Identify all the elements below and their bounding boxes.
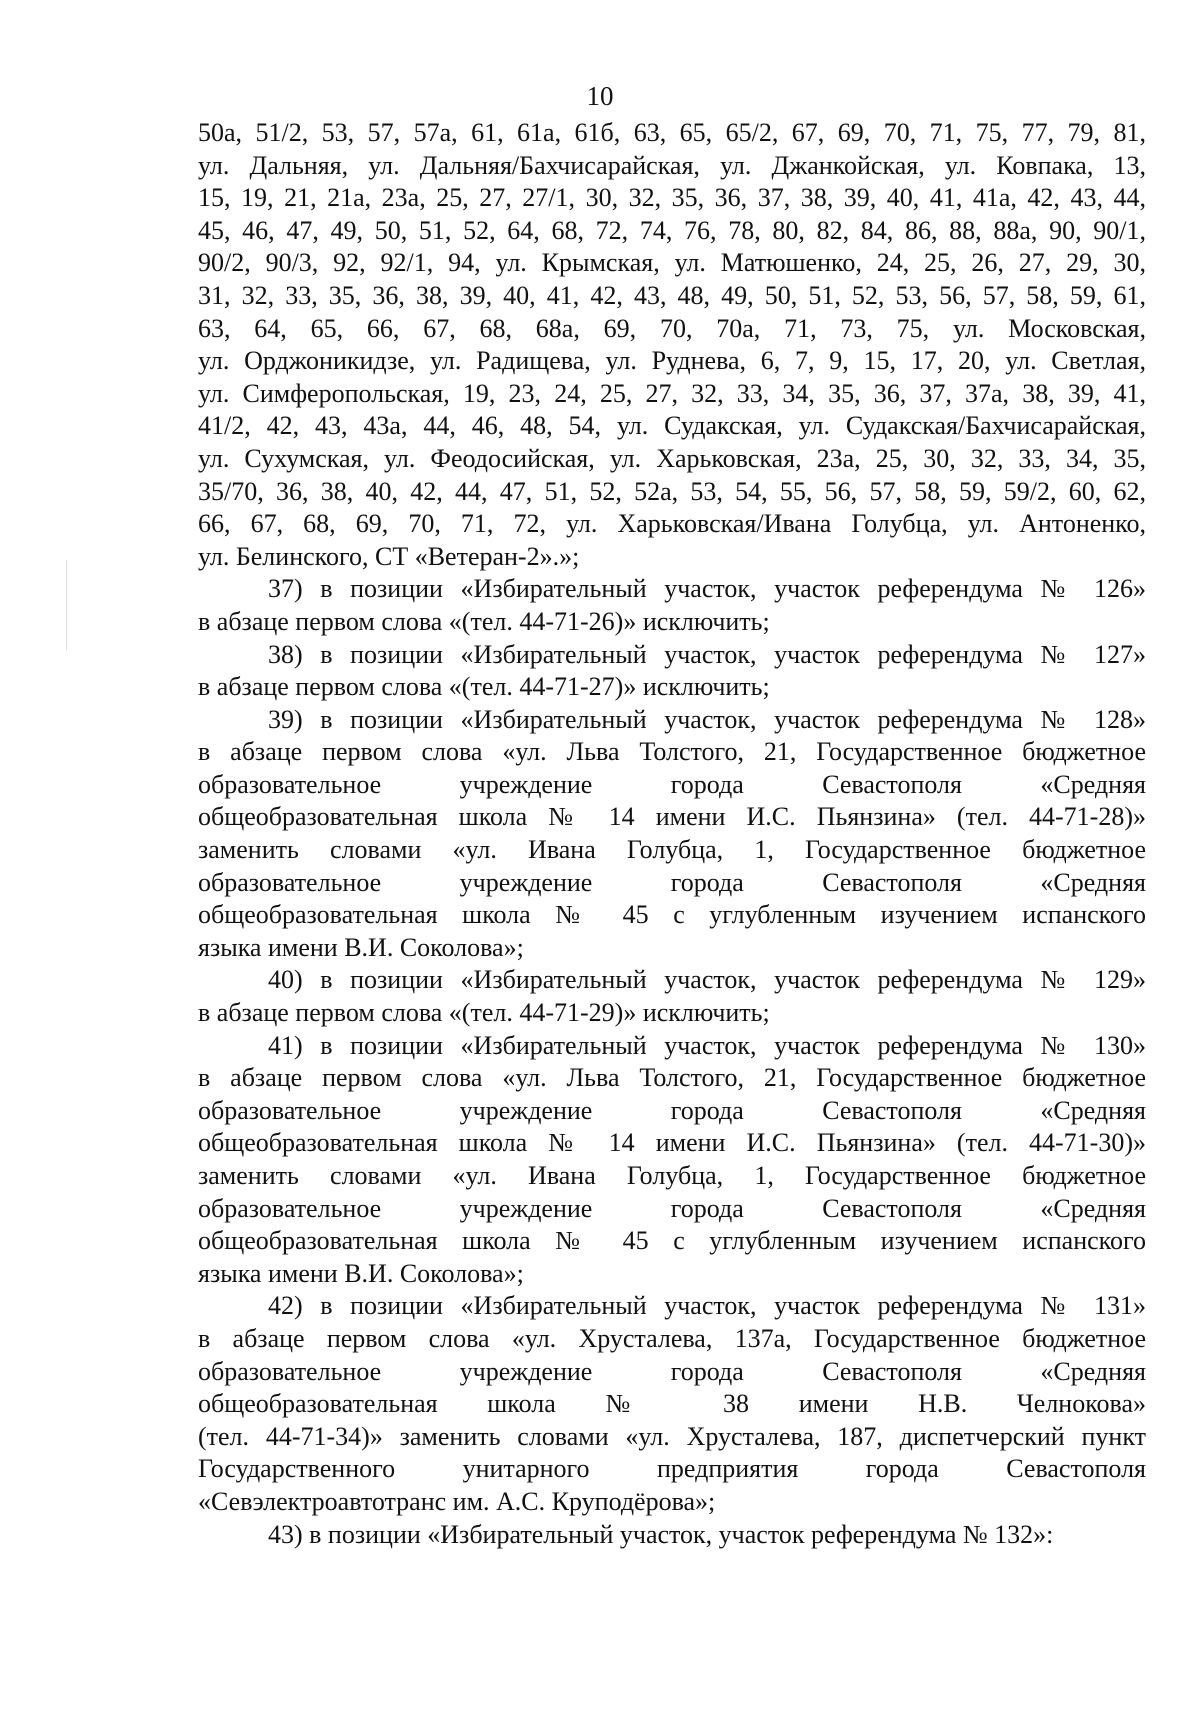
text-line: общеобразовательная школа № 45 с углубленным изучением испанского <box>198 900 1146 930</box>
text-line: 43) в позиции «Избирательный участок, участок референдума № 132»: <box>268 1519 1054 1549</box>
text-line: 42) в позиции «Избирательный участок, участок референдума № 131» <box>268 1291 1146 1321</box>
text-line: 35/70, 36, 38, 40, 42, 44, 47, 51, 52, 52а, 53, 54, 55, 56, 57, 58, 59, 59/2, 60, 62, <box>198 476 1146 506</box>
text-line: заменить словами «ул. Ивана Голубца, 1, Государственное бюджетное <box>198 835 1146 865</box>
text-line: 15, 19, 21, 21а, 23а, 25, 27, 27/1, 30, 32, 35, 36, 37, 38, 39, 40, 41, 41а, 42, 43, 44, <box>198 183 1146 213</box>
text-line: языка имени В.И. Соколова»; <box>198 1258 524 1288</box>
text-line: 41/2, 42, 43, 43а, 44, 46, 48, 54, ул. Судакская, ул. Судакская/Бахчисарайская, <box>198 411 1146 441</box>
text-line: в абзаце первом слова «ул. Хрусталева, 137а, Государственное бюджетное <box>198 1323 1146 1353</box>
text-line: 45, 46, 47, 49, 50, 51, 52, 64, 68, 72, 74, 76, 78, 80, 82, 84, 86, 88, 88а, 90, 90/1, <box>198 215 1146 245</box>
text-line: в абзаце первом слова «(тел. 44-71-27)» исключить; <box>198 672 770 702</box>
text-line: 66, 67, 68, 69, 70, 71, 72, ул. Харьковская/Ивана Голубца, ул. Антоненко, <box>198 509 1146 539</box>
text-line: в абзаце первом слова «ул. Льва Толстого, 21, Государственное бюджетное <box>198 737 1146 767</box>
text-line: «Севэлектроавтотранс им. А.С. Круподёрова»; <box>198 1486 716 1516</box>
text-line: в абзаце первом слова «(тел. 44-71-26)» исключить; <box>198 606 770 636</box>
text-line: 39) в позиции «Избирательный участок, участок референдума № 128» <box>268 704 1146 734</box>
text-line: Государственного унитарного предприятия города Севастополя <box>198 1454 1146 1484</box>
text-line: 41) в позиции «Избирательный участок, участок референдума № 130» <box>268 1030 1146 1060</box>
text-line: в абзаце первом слова «(тел. 44-71-29)» исключить; <box>198 998 770 1028</box>
text-line: ул. Дальняя, ул. Дальняя/Бахчисарайская, ул. Джанкойская, ул. Ковпака, 13, <box>198 150 1146 180</box>
text-line: общеобразовательная школа № 45 с углубленным изучением испанского <box>198 1226 1146 1256</box>
text-line: 90/2, 90/3, 92, 92/1, 94, ул. Крымская, ул. Матюшенко, 24, 25, 26, 27, 29, 30, <box>198 248 1146 278</box>
text-line: 31, 32, 33, 35, 36, 38, 39, 40, 41, 42, 43, 48, 49, 50, 51, 52, 53, 56, 57, 58, 59, 61, <box>198 280 1146 310</box>
text-line: образовательное учреждение города Севастополя «Средняя <box>198 1193 1146 1223</box>
text-line: заменить словами «ул. Ивана Голубца, 1, Государственное бюджетное <box>198 1161 1146 1190</box>
text-line: 50а, 51/2, 53, 57, 57а, 61, 61а, 61б, 63, 65, 65/2, 67, 69, 70, 71, 75, 77, 79, 81, <box>198 118 1146 147</box>
page-number: 10 <box>586 81 614 111</box>
text-line: ул. Белинского, СТ «Ветеран-2».»; <box>198 541 580 571</box>
text-line: образовательное учреждение города Севастополя «Средняя <box>198 1095 1146 1125</box>
text-line: ул. Симферопольская, 19, 23, 24, 25, 27, 32, 33, 34, 35, 36, 37, 37а, 38, 39, 41, <box>198 378 1146 408</box>
text-line: общеобразовательная школа № 14 имени И.С. Пьянзина» (тел. 44-71-28)» <box>198 802 1146 832</box>
scan-margin-mark <box>66 560 67 650</box>
text-line: 37) в позиции «Избирательный участок, участок референдума № 126» <box>268 574 1146 604</box>
text-line: (тел. 44-71-34)» заменить словами «ул. Хрусталева, 187, диспетчерский пункт <box>198 1421 1146 1451</box>
text-line: 63, 64, 65, 66, 67, 68, 68а, 69, 70, 70а, 71, 73, 75, ул. Московская, <box>198 313 1146 343</box>
text-line: образовательное учреждение города Севастополя «Средняя <box>198 1356 1146 1386</box>
text-line: 38) в позиции «Избирательный участок, участок референдума № 127» <box>268 639 1146 669</box>
text-line: ул. Орджоникидзе, ул. Радищева, ул. Руднева, 6, 7, 9, 15, 17, 20, ул. Светлая, <box>198 346 1146 376</box>
text-line: образовательное учреждение города Севастополя «Средняя <box>198 867 1146 897</box>
text-line: общеобразовательная школа № 38 имени Н.В. Челнокова» <box>198 1389 1146 1419</box>
text-line: общеобразовательная школа № 14 имени И.С. Пьянзина» (тел. 44-71-30)» <box>198 1128 1146 1158</box>
text-line: языка имени В.И. Соколова»; <box>198 932 524 962</box>
text-line: в абзаце первом слова «ул. Льва Толстого, 21, Государственное бюджетное <box>198 1063 1146 1093</box>
document-body <box>198 117 1146 1551</box>
text-line: 40) в позиции «Избирательный участок, участок референдума № 129» <box>268 965 1146 995</box>
text-line: ул. Сухумская, ул. Феодосийская, ул. Харьковская, 23а, 25, 30, 32, 33, 34, 35, <box>198 443 1146 473</box>
text-line: образовательное учреждение города Севастополя «Средняя <box>198 769 1146 799</box>
